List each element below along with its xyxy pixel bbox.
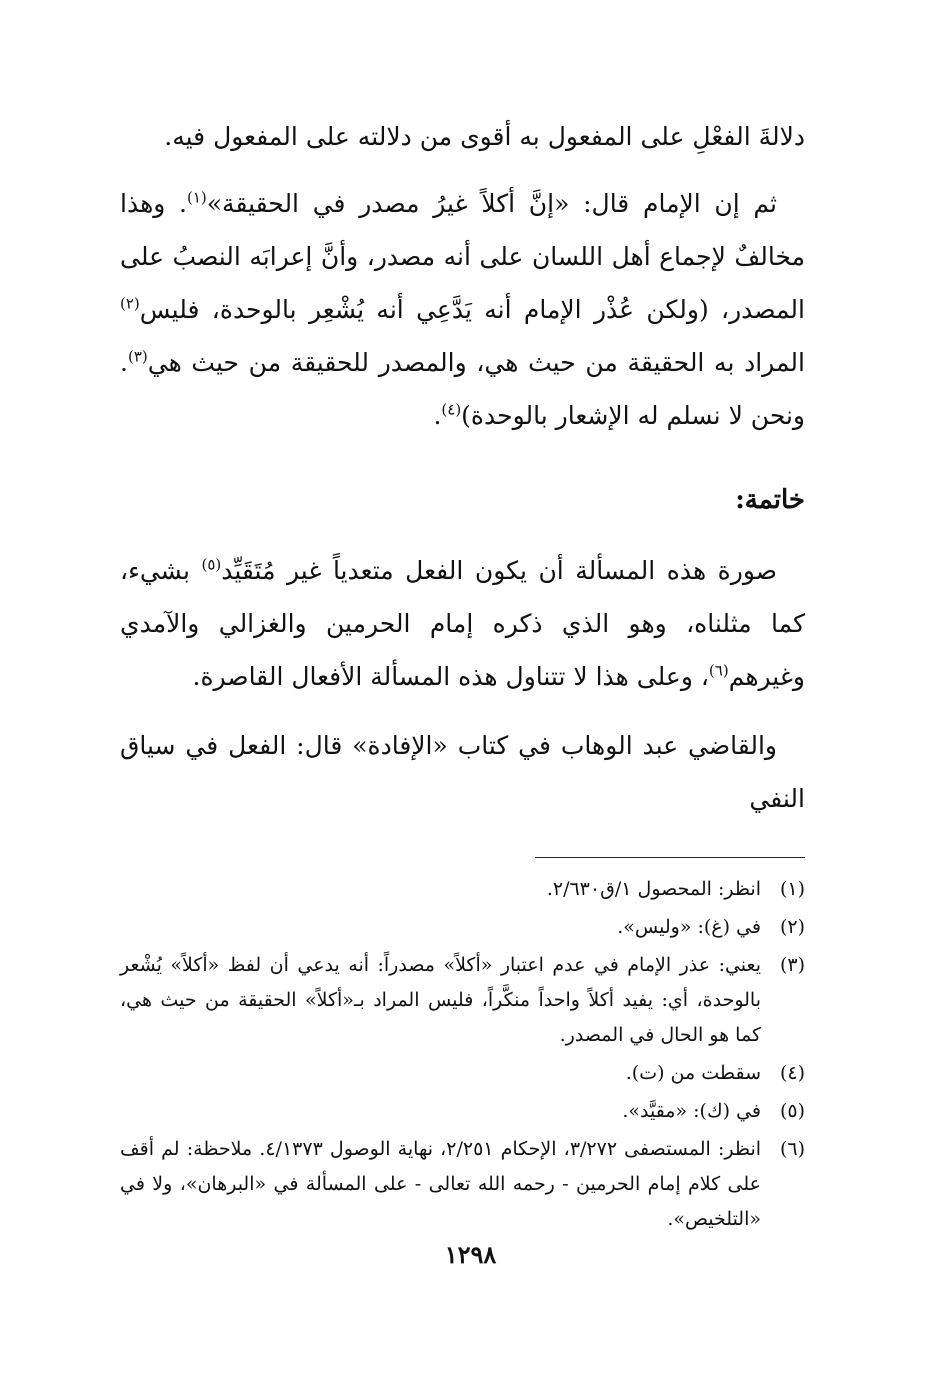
footnote-number: (٣) — [779, 954, 805, 976]
paragraph-1: دلالةَ الفعْلِ على المفعول به أقوى من دلالته على المفعول فيه. — [164, 122, 805, 151]
footnote-ref-6[interactable]: (٦) — [708, 661, 729, 680]
paragraph-2-part-d: . ونحن لا نسلم له الإشعار بالوحدة) — [120, 348, 805, 430]
footnote-text: سقطت من (ت). — [625, 1062, 761, 1084]
paragraph-2-part-c: المراد به الحقيقة من حيث هي، والمصدر للحقيقة من حيث هي — [147, 348, 805, 377]
paragraph-3 — [120, 544, 805, 703]
footnote-ref-3[interactable]: (٣) — [127, 347, 148, 366]
page-number: ١٢٩٨ — [444, 1240, 497, 1269]
footnote-item — [120, 1056, 805, 1091]
footnote-number: (٦) — [779, 1138, 805, 1160]
footnote-item — [120, 1094, 805, 1129]
footnote-text: في (ك): «مقيَّد». — [622, 1100, 761, 1122]
footnote-number: (٤) — [779, 1062, 805, 1084]
paragraph-4: والقاضي عبد الوهاب في كتاب «الإفادة» قال: الفعل في سياق النفي — [120, 731, 805, 813]
paragraph-2-part-a: ثم إن الإمام قال: «إنَّ أكلاً غيرُ مصدر في الحقيقة» — [206, 189, 777, 218]
paragraph-2 — [120, 177, 805, 442]
paragraph-3-part-a: صورة هذه المسألة أن يكون الفعل متعدياً غير مُتَقَيِّد — [221, 556, 777, 585]
footnote-ref-5[interactable]: (٥) — [201, 555, 222, 574]
footnote-number: (٢) — [779, 916, 805, 938]
footnote-item — [120, 948, 805, 1053]
paragraph-3-part-c: ، وعلى هذا لا تتناول هذه المسألة الأفعال القاصرة. — [192, 662, 709, 691]
footnote-ref-2[interactable]: (٢) — [120, 294, 140, 313]
footnote-item — [120, 910, 805, 945]
footnote-divider — [535, 857, 805, 858]
footnote-ref-1[interactable]: (١) — [186, 188, 207, 207]
section-heading: خاتمة: — [735, 485, 805, 515]
footnote-text: يعني: عذر الإمام في عدم اعتبار «أكلاً» مصدراً: أنه يدعي أن لفظ «أكلاً» يُشْعر بالوحدة، أي: يفيد أكلاً واحداً منكَّراً، فليس المراد بـ«أكلاً» الحقيقة من حيث هي، كما هو الحال في المصدر. — [120, 954, 761, 1046]
footnote-item — [120, 1132, 805, 1237]
footnote-number: (٥) — [779, 1100, 805, 1122]
paragraph-2-part-e: . — [433, 401, 442, 430]
paragraph-3-part-b: بشيء، كما مثلناه، وهو الذي ذكره إمام الحرمين والغزالي والآمدي وغيرهم — [120, 556, 805, 691]
footnotes — [120, 872, 805, 1237]
footnote-text: في (غ): «وليس». — [617, 916, 761, 938]
footnote-text: انظر: المحصول ١/ق٢/٦٣٠. — [546, 878, 761, 900]
page-content — [120, 110, 805, 1240]
paragraph-2-part-b: . وهذا مخالفٌ لإجماع أهل اللسان على أنه مصدر، وأنَّ إعرابَه النصبُ على المصدر، (ولكن عُذْر الإمام أنه يَدَّعِي أنه يُشْعِر بالوحدة، فليس — [120, 189, 805, 324]
footnote-text: انظر: المستصفى ٣/٢٧٢، الإحكام ٢/٢٥١، نهاية الوصول ٤/١٣٧٣. ملاحظة: لم أقف على كلام إمام الحرمين - رحمه الله تعالى - على المسألة في «البرهان»، ولا في «التلخيص». — [120, 1138, 762, 1230]
footnote-ref-4[interactable]: (٤) — [441, 400, 462, 419]
footnote-number: (١) — [779, 878, 805, 900]
footnote-item — [120, 872, 805, 907]
main-text — [120, 110, 805, 825]
